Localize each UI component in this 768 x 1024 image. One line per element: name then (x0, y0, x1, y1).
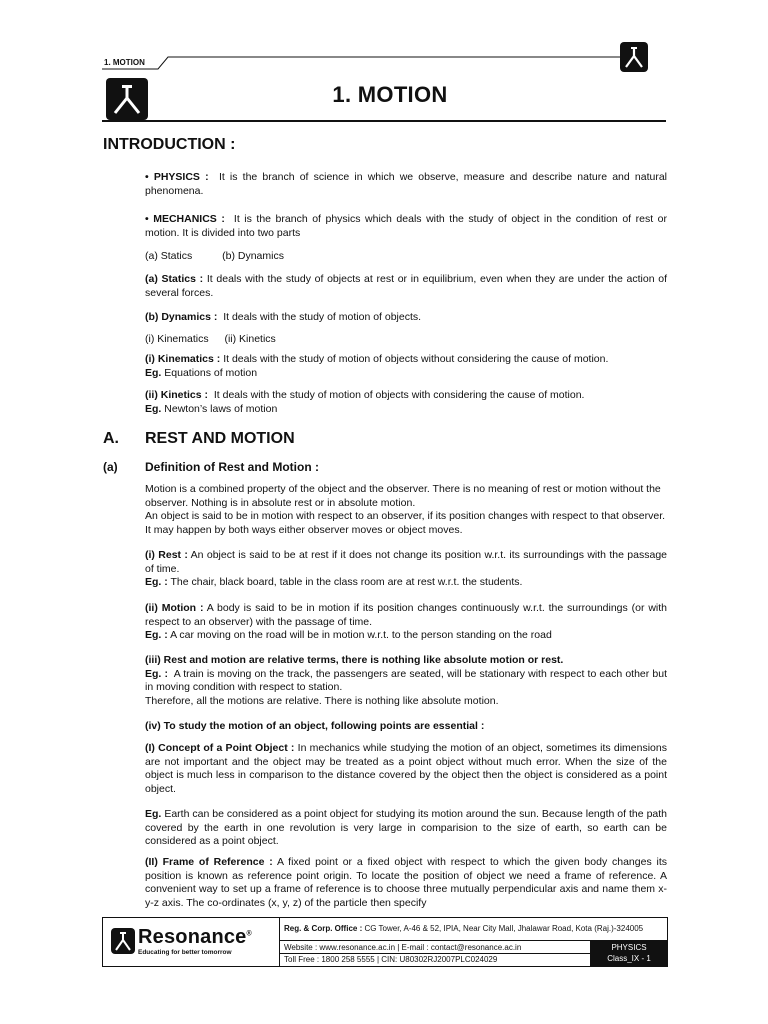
subject-label: PHYSICS (611, 943, 647, 952)
website-email: Website : www.resonance.ac.in | E-mail : contact@resonance.ac.in (284, 943, 522, 952)
earth-example (145, 808, 667, 849)
motion-label: (ii) Motion : (145, 602, 204, 614)
part-dynamics: (b) Dynamics (222, 250, 284, 262)
chapter-label: 1. MOTION (104, 58, 145, 67)
frame-text: A fixed point or a fixed object with respect to which the given body changes its position is known as reference point origin. To locate the position of object we need a frame of reference. A convenient way to set up a frame of reference is to choose three mutually perpendicular axis and name them x-y-z axis. The co-ordinates (x, y, z) of the particle then specify (145, 856, 667, 909)
footer-divider (279, 917, 280, 967)
office-text: CG Tower, A-46 & 52, IPIA, Near City Mall, Jhalawar Road, Kota (Raj.)-324005 (364, 924, 644, 933)
motion-example: A car moving on the road will be in motion w.r.t. to the person standing on the road (170, 629, 552, 642)
eg-label: Eg. : (145, 629, 168, 642)
earth-example-text: Earth can be considered as a point object for studying its motion around the sun. Because length of the path covered by the earth in one revolution is very large in comparision to the size of earth, so earth can be considered as a point object. (145, 808, 668, 848)
section-letter: A. (103, 430, 119, 447)
mechanics-text: It is the branch of physics which deals with the study of object in the condition of rest or motion. It is divided into two parts (145, 213, 667, 239)
relative-conclusion: Therefore, all the motions are relative. There is nothing like absolute motion. (145, 694, 499, 707)
dynamics-text: It deals with the study of motion of objects. (223, 311, 422, 323)
kinetics-definition (145, 389, 667, 416)
part-kinematics: (i) Kinematics (145, 333, 209, 345)
page-number: Class_IX - 1 (607, 954, 651, 963)
registered-mark: ® (246, 930, 252, 938)
mechanics-definition: • MECHANICS : It is the branch of physics which deals with the study of object in the condition of rest or motion. It is divided into two parts (145, 213, 667, 239)
brand-tagline: Educating for better tomorrow (138, 949, 232, 956)
office-label: Reg. & Corp. Office : (284, 924, 363, 933)
eg-label: Eg. : (145, 576, 168, 589)
brand-name (138, 926, 252, 949)
eg-label: Eg. (145, 402, 162, 415)
section-heading: REST AND MOTION (145, 430, 295, 447)
point-object-text: In mechanics while studying the motion of an object, sometimes its dimensions are not important and the object may be treated as a point object without much error. When the size of the object is much less in comparison to the distance covered by the object then the object is considered as a point object. (145, 742, 667, 795)
rest-text: An object is said to be at rest if it does not change its position w.r.t. its surroundings with the passage of time. (145, 549, 668, 575)
frame-of-reference (145, 856, 667, 910)
mechanics-label: MECHANICS : (153, 213, 225, 225)
dynamics-label: (b) Dynamics : (145, 311, 218, 323)
relative-motion (145, 654, 667, 708)
kinematics-definition (145, 353, 667, 380)
relative-example: A train is moving on the track, the passengers are seated, will be stationary with respect to each other but in moving condition with respect to station. (145, 667, 667, 694)
part-statics: (a) Statics (145, 250, 193, 262)
header-rule (102, 54, 622, 74)
part-kinetics: (ii) Kinetics (224, 333, 276, 345)
point-object-label: (I) Concept of a Point Object : (145, 742, 295, 754)
essential-points-heading: (iv) To study the motion of an object, following points are essential : (145, 720, 485, 732)
motion-intro (145, 483, 667, 537)
kinematics-label: (i) Kinematics : (145, 353, 221, 365)
subsection-letter: (a) (103, 460, 118, 474)
physics-definition: • PHYSICS : It is the branch of science in which we observe, measure and describe nature and natural phenomena. (145, 171, 668, 197)
eg-label: Eg. (145, 366, 162, 379)
rest-label: (i) Rest : (145, 549, 188, 561)
rest-definition (145, 549, 667, 590)
eg-label: Eg. (145, 808, 162, 820)
statics-text: It deals with the study of objects at rest or in equilibrium, even when they are under the action of several forces. (145, 273, 667, 299)
kinetics-label: (ii) Kinetics : (145, 389, 209, 401)
kinematics-example: Equations of motion (164, 366, 258, 379)
paragraph: An object is said to be in motion with respect to an observer, if its position changes with respect to that observer. It may happen by both ways either observer moves or object moves. (145, 510, 666, 536)
footer-rule (280, 953, 590, 954)
kinematics-text: It deals with the study of motion of objects without considering the cause of motion. (223, 353, 609, 365)
physics-label: PHYSICS : (153, 171, 209, 183)
physics-text: It is the branch of science in which we observe, measure and describe nature and natural phenomena. (145, 171, 668, 197)
eg-label: Eg. : (145, 667, 168, 680)
paragraph: Motion is a combined property of the object and the observer. There is no meaning of rest or motion without the observer. Nothing is in absolute rest or in absolute motion. (145, 483, 661, 509)
dynamics-parts (145, 333, 667, 347)
kinetics-example: Newton’s laws of motion (164, 402, 278, 415)
page-title: 1. MOTION (332, 82, 448, 107)
statics-label: (a) Statics : (145, 273, 204, 285)
rest-example: The chair, black board, table in the class room are at rest w.r.t. the students. (170, 576, 523, 589)
intro-heading: INTRODUCTION : (103, 136, 236, 153)
kinetics-text: It deals with the study of motion of objects with considering the cause of motion. (213, 389, 585, 401)
motion-definition (145, 602, 667, 643)
brand-text: Resonance (138, 926, 247, 948)
page-badge (591, 941, 667, 966)
relative-heading: (iii) Rest and motion are relative terms, there is nothing like absolute motion or rest. (145, 654, 564, 666)
frame-label: (II) Frame of Reference : (145, 856, 273, 868)
resonance-logo-icon (620, 42, 648, 72)
motion-text: A body is said to be in motion if its position changes continuously w.r.t. the surroundings (or with respect to an observer) with the passage of time. (145, 602, 667, 628)
statics-definition (145, 273, 667, 300)
toll-free: Toll Free : 1800 258 5555 | CIN: U80302RJ2007PLC024029 (284, 955, 498, 964)
subsection-heading: Definition of Rest and Motion : (145, 460, 319, 474)
dynamics-definition (145, 311, 667, 325)
mechanics-parts (145, 250, 667, 264)
title-rule (102, 120, 666, 122)
point-object-definition (145, 742, 667, 796)
office-address (284, 924, 643, 933)
resonance-logo-icon (111, 928, 135, 954)
